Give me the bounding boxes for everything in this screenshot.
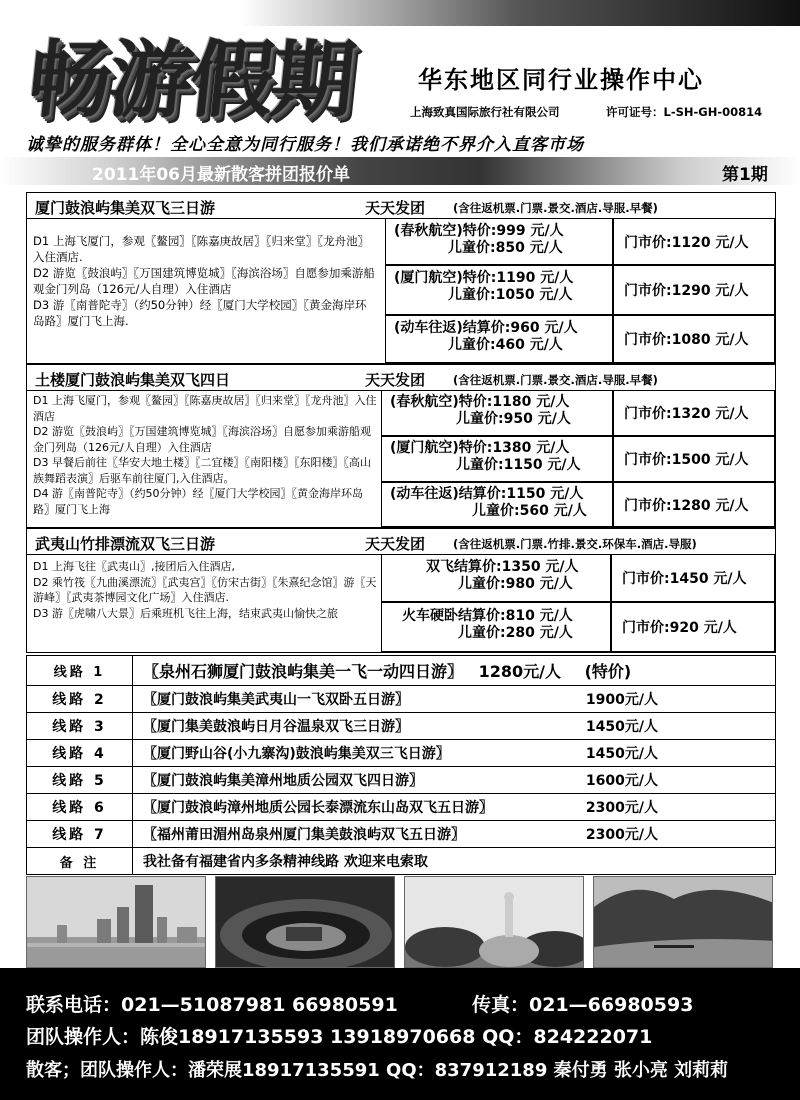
price-adult: 双飞结算价:1350 元/人 (426, 559, 579, 575)
price-child: 儿童价:560 元/人 (472, 503, 587, 519)
route-label: 线路 2 (27, 686, 133, 713)
photo-river-raft (593, 876, 773, 968)
route-row (27, 740, 776, 767)
company-name: 上海致真国际旅行社有限公司 (410, 105, 560, 119)
market-price: 门市价:1080 元/人 (613, 315, 775, 363)
itinerary-day: D1 上海飞往〖武夷山〗,接团后入住酒店, (33, 560, 235, 573)
route-note: (特价) (584, 662, 632, 681)
issue-number: 第1期 (722, 165, 768, 185)
banner-title: 2011年06月最新散客拼团报价单 (92, 165, 350, 185)
route-title: 〖厦门鼓浪屿漳州地质公园长泰漂流东山岛双飞五日游〗 (143, 800, 493, 816)
individual-operator: 散客；团队操作人：潘荣展18917135591 QQ：837912189 秦付勇 张小亮 刘莉莉 (26, 1060, 729, 1081)
tour-title: 武夷山竹排漂流双飞三日游 (35, 535, 216, 553)
route-price: 1450元/人 (585, 719, 658, 735)
route-price: 1600元/人 (585, 773, 658, 789)
route-title: 〖泉州石狮厦门鼓浪屿集美一飞一动四日游〗 (143, 662, 464, 681)
route-row (27, 821, 776, 848)
route-row (27, 656, 776, 686)
route-label: 线路 5 (27, 767, 133, 794)
price-child: 儿童价:950 元/人 (456, 411, 571, 427)
route-name (133, 686, 776, 713)
route-title: 〖厦门野山谷(小九寨沟)鼓浪屿集美双三飞日游〗 (143, 746, 450, 762)
license-number: 许可证号：L-SH-GH-00814 (606, 105, 763, 119)
price-cell (381, 482, 613, 527)
price-cell (385, 315, 613, 363)
price-adult: (动车往返)结算价:1150 元/人 (390, 486, 584, 502)
tour-frequency: 天天发团 (365, 535, 426, 553)
price-adult: (春秋航空)特价:1180 元/人 (390, 394, 570, 410)
price-adult: (动车往返)结算价:960 元/人 (394, 320, 578, 336)
route-name (133, 821, 776, 848)
tour-includes: (含往返机票.门票.竹排.景交.环保车.酒店.导服) (453, 537, 697, 551)
market-price: 门市价:1120 元/人 (613, 218, 775, 265)
tour-frequency: 天天发团 (365, 199, 426, 217)
route-label: 线路 4 (27, 740, 133, 767)
price-child: 儿童价:1050 元/人 (448, 287, 573, 303)
team-operator: 团队操作人：陈俊18917135593 13918970668 QQ：824222071 (26, 1026, 653, 1048)
tour-title: 土楼厦门鼓浪屿集美双飞四日 (35, 371, 231, 389)
itinerary-day: D1 上海飞厦门，参观〖鳌园〗〖陈嘉庚故居〗〖归来堂〗〖龙舟池〗入住酒店. (33, 234, 370, 264)
price-cell (381, 390, 613, 436)
market-price: 门市价:1320 元/人 (613, 390, 775, 436)
route-row (27, 767, 776, 794)
price-adult: 火车硬卧结算价:810 元/人 (402, 608, 573, 624)
market-price: 门市价:920 元/人 (611, 602, 775, 652)
contact-phone: 联系电话：021—51087981 66980591 (26, 994, 398, 1016)
route-price: 2300元/人 (585, 800, 658, 816)
remark-row (27, 848, 776, 875)
tour-frequency: 天天发团 (365, 371, 426, 389)
itinerary-day: D3 游〖南普陀寺〗（约50分钟）经〖厦门大学校园〗〖黄金海岸环岛路〗厦门飞上海. (33, 298, 367, 328)
itinerary-day: D2 游览〖鼓浪屿〗〖万国建筑博览城〗〖海滨浴场〗自愿参加乘游船观金门列岛（126元/人自理）入住酒店 (33, 425, 371, 454)
brand-logo: 畅游假期 (22, 31, 358, 129)
remark-text: 我社备有福建省内多条精神线路 欢迎来电索取 (133, 848, 776, 875)
route-price: 1280元/人 (478, 662, 561, 681)
route-title: 〖福州莆田湄州岛泉州厦门集美鼓浪屿双飞五日游〗 (143, 827, 465, 843)
route-price: 2300元/人 (585, 827, 658, 843)
itinerary (33, 393, 379, 517)
route-name (133, 794, 776, 821)
photo-city-skyline (26, 876, 206, 968)
contact-footer (0, 968, 800, 1100)
route-name (133, 767, 776, 794)
tour-block-2 (26, 364, 776, 528)
tour-block-1 (26, 192, 776, 364)
price-cell (385, 265, 613, 315)
price-adult: (厦门航空)特价:1190 元/人 (394, 270, 574, 286)
price-child: 儿童价:280 元/人 (458, 625, 573, 641)
tour-block-3 (26, 528, 776, 653)
market-price: 门市价:1280 元/人 (613, 482, 775, 527)
itinerary-day: D4 游〖南普陀寺〗（约50分钟）经〖厦门大学校园〗〖黄金海岸环岛路〗厦门飞上海 (33, 487, 363, 516)
itinerary-day: D1 上海飞厦门，参观〖鳌园〗〖陈嘉庚故居〗〖归来堂〗〖龙舟池〗入住酒店 (33, 394, 377, 423)
top-gradient-band (0, 0, 800, 26)
price-child: 儿童价:1150 元/人 (456, 457, 581, 473)
route-label: 线路 1 (27, 656, 133, 686)
slogan: 诚挚的服务群体！全心全意为同行服务！我们承诺绝不界介入直客市场 (26, 135, 584, 155)
price-cell (385, 218, 613, 265)
route-name (133, 656, 776, 686)
price-child: 儿童价:980 元/人 (458, 576, 573, 592)
route-row (27, 686, 776, 713)
route-price: 1900元/人 (585, 692, 658, 708)
route-title: 〖厦门鼓浪屿集美漳州地质公园双飞四日游〗 (143, 773, 423, 789)
route-label: 线路 3 (27, 713, 133, 740)
market-price: 门市价:1290 元/人 (613, 265, 775, 315)
route-title: 〖厦门鼓浪屿集美武夷山一飞双卧五日游〗 (143, 692, 409, 708)
itinerary-day: D2 游览〖鼓浪屿〗〖万国建筑博览城〗〖海滨浴场〗自愿参加乘游船观金门列岛（126元/人自理）入住酒店 (33, 266, 375, 296)
route-name (133, 713, 776, 740)
contact-fax: 传真：021—66980593 (472, 994, 694, 1016)
route-label: 线路 7 (27, 821, 133, 848)
routes-table (26, 655, 776, 875)
photo-statue (404, 876, 584, 968)
market-price: 门市价:1450 元/人 (611, 554, 775, 602)
itinerary-day: D3 早餐后前往〖华安大地土楼〗〖二宜楼〗〖南阳楼〗〖东阳楼〗〖高山族舞蹈表演〗后驱车前往厦门,入住酒店。 (33, 456, 371, 485)
price-cell (381, 436, 613, 482)
price-child: 儿童价:460 元/人 (448, 337, 563, 353)
price-adult: (春秋航空)特价:999 元/人 (394, 223, 564, 239)
route-title: 〖厦门集美鼓浪屿日月谷温泉双飞三日游〗 (143, 719, 409, 735)
itinerary (33, 559, 379, 621)
tour-includes: (含往返机票.门票.景交.酒店.导服.早餐) (453, 373, 658, 387)
itinerary-day: D3 游〖虎啸八大景〗后乘班机飞往上海，结束武夷山愉快之旅 (33, 606, 338, 620)
route-row (27, 794, 776, 821)
price-cell (381, 554, 611, 602)
tour-title: 厦门鼓浪屿集美双飞三日游 (35, 199, 216, 217)
price-child: 儿童价:850 元/人 (448, 240, 563, 256)
route-label: 线路 6 (27, 794, 133, 821)
itinerary (33, 233, 377, 329)
price-cell (381, 602, 611, 652)
itinerary-day: D2 乘竹筏〖九曲溪漂流〗〖武夷宫〗〖仿宋古街〗〖朱熹纪念馆〗游〖天游峰〗〖武夷茶博园文化广场〗入住酒店. (33, 575, 377, 604)
center-title: 华东地区同行业操作中心 (418, 66, 704, 94)
photo-tulou (215, 876, 395, 968)
route-price: 1450元/人 (585, 746, 658, 762)
route-name (133, 740, 776, 767)
price-adult: (厦门航空)特价:1380 元/人 (390, 440, 570, 456)
market-price: 门市价:1500 元/人 (613, 436, 775, 482)
route-row (27, 713, 776, 740)
tour-includes: (含往返机票.门票.景交.酒店.导服.早餐) (453, 201, 658, 215)
remark-label: 备 注 (27, 848, 133, 875)
